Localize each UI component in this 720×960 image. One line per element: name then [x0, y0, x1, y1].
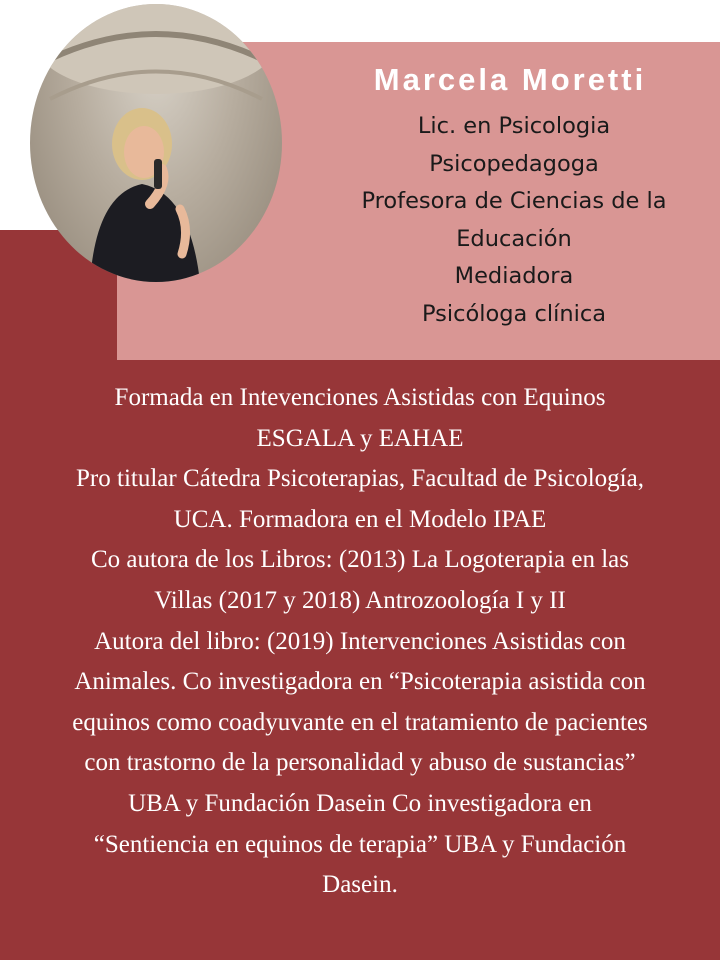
credential-item: Educación — [456, 225, 572, 252]
bio-line: Pro titular Cátedra Psicoterapias, Facultad de Psicología, — [76, 465, 644, 493]
credential-item: Mediadora — [454, 263, 574, 289]
profile-name: Marcela Moretti — [373, 62, 647, 97]
bio-line: Co autora de los Libros: (2013) La Logoterapia en las — [90, 546, 630, 574]
credential-item: Profesora de Ciencias de la — [361, 188, 667, 214]
bio-line: Dasein. — [322, 871, 398, 899]
bio-line: Villas (2017 y 2018) Antrozoología I y II — [154, 586, 566, 614]
bio-line: ESGALA y EAHAE — [256, 424, 464, 452]
bio-line: UBA y Fundación Dasein Co investigadora en — [128, 789, 592, 817]
credentials-list — [300, 108, 720, 333]
bio-line: “Sentiencia en equinos de terapia” UBA y Fundación — [93, 830, 627, 858]
bio-line: con trastorno de la personalidad y abuso de sustancias” — [84, 749, 636, 777]
bio-line: UCA. Formadora en el Modelo IPAE — [173, 505, 547, 533]
credential-item: Lic. en Psicologia — [417, 113, 611, 139]
biography — [0, 378, 720, 906]
profile-photo — [30, 4, 282, 282]
bio-line: Animales. Co investigadora en “Psicoterapia asistida con — [74, 668, 646, 696]
bio-line: Formada en Intevenciones Asistidas con Equinos — [114, 384, 606, 411]
credential-item: Psicopedagoga — [429, 150, 599, 177]
credential-item: Psicóloga clínica — [421, 300, 607, 327]
bio-line: equinos como coadyuvante en el tratamiento de pacientes — [72, 708, 648, 736]
bio-line: Autora del libro: (2019) Intervenciones Asistidas con — [94, 627, 626, 655]
